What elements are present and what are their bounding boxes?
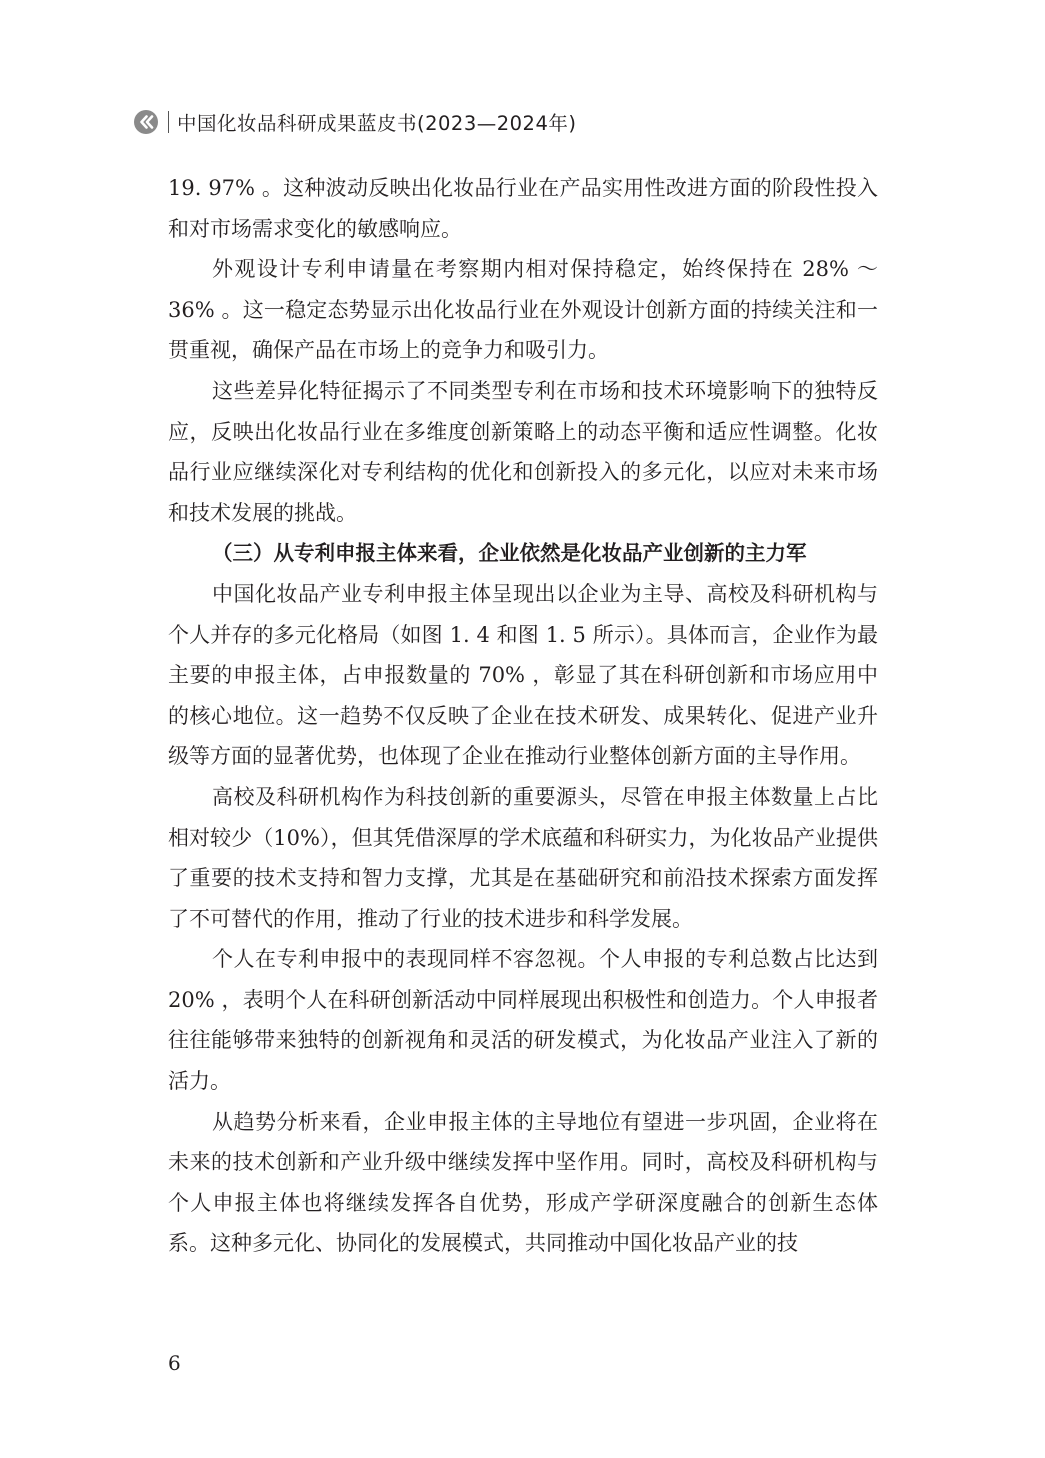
paragraph: 中国化妆品产业专利申报主体呈现出以企业为主导、高校及科研机构与个人并存的多元化格局（如图 1. 4 和图 1. 5 所示）。具体而言，企业作为最主要的申报主体，占申报数量的 70% ，彰显了其在科研创新和市场应用中的核心地位。这一趋势不仅反映了企业在技术研发、成果转化、促进产业升级等方面的显著优势，也体现了企业在推动行业整体创新方面的主导作用。 bbox=[168, 581, 878, 769]
section-heading: （三）从专利申报主体来看，企业依然是化妆品产业创新的主力军 bbox=[212, 541, 807, 566]
paragraph: 从趋势分析来看，企业申报主体的主导地位有望进一步巩固，企业将在未来的技术创新和产业升级中继续发挥中坚作用。同时，高校及科研机构与个人申报主体也将继续发挥各自优势，形成产学研深度融合的创新生态体系。这种多元化、协同化的发展模式，共同推动中国化妆品产业的技 bbox=[168, 1109, 878, 1256]
paragraph: 个人在专利申报中的表现同样不容忽视。个人申报的专利总数占比达到 20% ，表明个人在科研创新活动中同样展现出积极性和创造力。个人申报者往往能够带来独特的创新视角和灵活的研发模式，为化妆品产业注入了新的活力。 bbox=[168, 947, 878, 1094]
paragraph: 外观设计专利申请量在考察期内相对保持稳定，始终保持在 28% ～ 36% 。这一稳定态势显示出化妆品行业在外观设计创新方面的持续关注和一贯重视，确保产品在市场上的竞争力和吸引力。 bbox=[168, 257, 878, 363]
book-title: 中国化妆品科研成果蓝皮书(2023—2024年) bbox=[177, 112, 577, 135]
double-chevron-left-icon bbox=[134, 110, 158, 134]
header-divider bbox=[168, 111, 169, 133]
paragraph: 这些差异化特征揭示了不同类型专利在市场和技术环境影响下的独特反应，反映出化妆品行业在多维度创新策略上的动态平衡和适应性调整。化妆品行业应继续深化对专利结构的优化和创新投入的多元化，以应对未来市场和技术发展的挑战。 bbox=[168, 378, 878, 525]
page-number: 6 bbox=[168, 1351, 181, 1375]
paragraph-continued: 19. 97% 。这种波动反映出化妆品行业在产品实用性改进方面的阶段性投入和对市场需求变化的敏感响应。 bbox=[168, 176, 878, 241]
page-body bbox=[168, 168, 878, 1264]
paragraph: 高校及科研机构作为科技创新的重要源头，尽管在申报主体数量上占比相对较少（10%），但其凭借深厚的学术底蕴和科研实力，为化妆品产业提供了重要的技术支持和智力支撑，尤其是在基础研究和前沿技术探索方面发挥了不可替代的作用，推动了行业的技术进步和科学发展。 bbox=[168, 784, 878, 931]
running-header bbox=[134, 104, 576, 140]
